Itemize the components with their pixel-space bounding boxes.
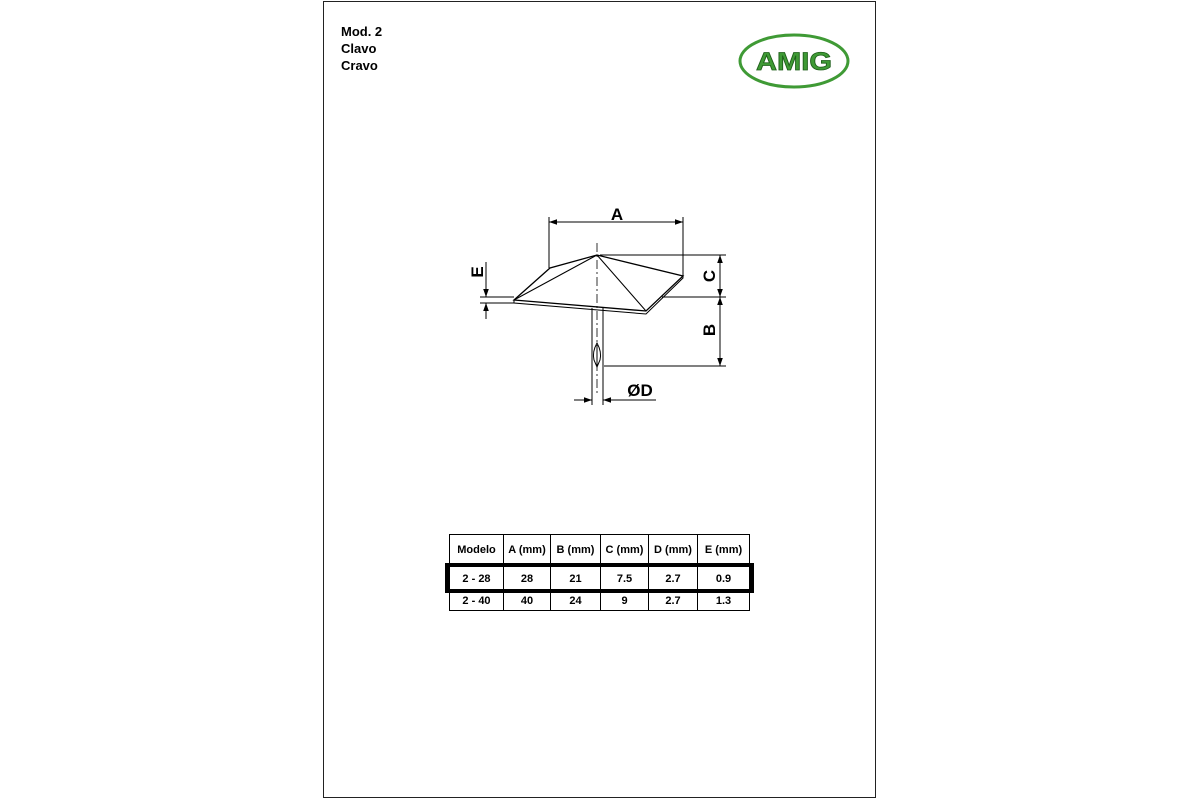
cell-c: 9 [601, 592, 649, 611]
cell-e: 1.3 [698, 592, 750, 611]
dimension-a-label: A [610, 205, 624, 224]
col-header-a: A (mm) [504, 535, 551, 566]
col-header-c: C (mm) [601, 535, 649, 566]
dimension-d-label: ØD [627, 381, 653, 400]
table-header-row [450, 535, 750, 566]
cell-d: 2.7 [649, 592, 698, 611]
col-header-e: E (mm) [698, 535, 750, 566]
cell-d: 2.7 [649, 566, 698, 592]
cell-a: 28 [504, 566, 551, 592]
col-header-d: D (mm) [649, 535, 698, 566]
dimension-a [549, 205, 683, 276]
nail-head [514, 255, 683, 314]
dimension-e-label: E [468, 266, 487, 278]
product-name-es: Clavo [341, 41, 377, 56]
model-label: Mod. 2 [341, 24, 383, 39]
col-header-modelo: Modelo [450, 535, 504, 566]
cell-modelo: 2 - 28 [450, 566, 504, 592]
table-row [450, 592, 750, 611]
product-name-pt: Cravo [341, 58, 378, 73]
logo-text: AMIG [756, 48, 832, 76]
cell-b: 24 [551, 592, 601, 611]
cell-e: 0.9 [698, 566, 750, 592]
dimension-c [600, 255, 726, 297]
cell-a: 40 [504, 592, 551, 611]
cell-b: 21 [551, 566, 601, 592]
dimension-d [574, 381, 656, 400]
cell-c: 7.5 [601, 566, 649, 592]
cell-modelo: 2 - 40 [450, 592, 504, 611]
dimension-b [604, 297, 726, 366]
highlighted-row-frame [445, 563, 754, 593]
nail-shank [592, 308, 603, 405]
dimension-c-label: C [700, 269, 719, 283]
nail-head-thickness-edge [514, 276, 683, 314]
dimension-b-label: B [700, 323, 719, 337]
dimension-e [468, 262, 514, 319]
col-header-b: B (mm) [551, 535, 601, 566]
